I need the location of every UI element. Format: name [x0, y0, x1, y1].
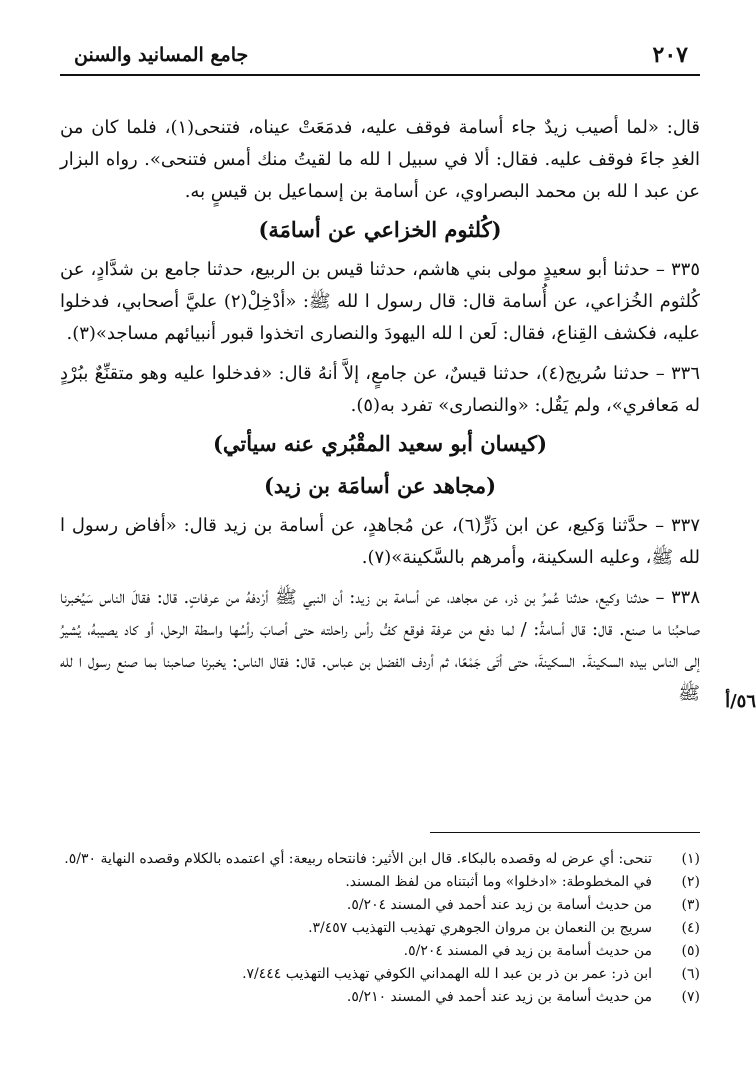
footnote-number: (٧) [681, 989, 700, 1005]
footnote-number: (١) [681, 851, 700, 867]
footnote-text: من حديث أسامة بن زيد في المسند ٥/٢٠٤. [403, 943, 652, 959]
footnote-item [60, 986, 700, 1009]
footnote-text: ابن ذر: عمر بن ذر بن عبد ا لله الهمداني الكوفي تهذيب التهذيب ٧/٤٤٤. [242, 966, 652, 982]
footnote-text: من حديث أسامة بن زيد عند أحمد في المسند ٥/٢١٠. [346, 989, 652, 1005]
hadith-338: ٣٣٨ – حدثنا وكيع، حدثنا عُمرُ بن ذر، عن مجاهد، عن أسامة بن زيد: أن النبي ﷺ أرْدفهُ من عرفاتٍ. قال: فقالَ الناس سَيُخبرنا صاحبُنا ما صنع. قال: قال أسامةُ: / لما دفع من عرفة فوقع كفُّ رأس راحلته حتى أصابَ رأسُها واسطة الرحل، أو كاد يصيبهُ، يُشيرُ إلى الناس بيده السكينةَ. السكينةَ، حتى أتَى جَمْعًا، ثم أردف الفضل بن عباس. قال: فقال الناس: يخبرنا صاحبنا بما صنع رسول ا لله ﷺ [60, 587, 700, 704]
hadith-335: ٣٣٥ – حدثنا أبو سعيدٍ مولى بني هاشم، حدثنا قيس بن الربيع، حدثنا جامع بن شدَّادٍ، عن كُلثوم الخُزاعي، عن أُسامة قال: قال رسول ا لله ﷺ: «أدْخِلْ(٢) عليَّ أصحابي، فدخلوا عليه، فكشف القِناع، فقال: لَعن ا لله اليهودَ والنصارى اتخذوا قبور أنبيائهم مساجد»(٣). [60, 259, 700, 344]
paragraph-intro: قال: «لما أصيب زيدٌ جاء أسامة فوقف عليه، فدمَعَتْ عيناه، فتنحى(١)، فلما كان من الغدِ جاءَ فوقف عليه. فقال: ألا في سبيل ا لله ما لقيتُ منك أمس فتنحى». رواه البزار عن عبد ا لله بن محمد البصراوي، عن أسامة بن إسماعيل بن قيسٍ به. [60, 117, 700, 202]
footnote-number: (٢) [681, 874, 700, 890]
footnote-number: (٦) [681, 966, 700, 982]
footnote-rule [430, 832, 700, 833]
running-title: جامع المسانيد والسنن [74, 44, 249, 66]
book-page [60, 0, 756, 1091]
manuscript-folio-note: ٥٦/أ [725, 691, 756, 712]
main-text [60, 112, 756, 712]
footnote-text: من حديث أسامة بن زيد عند أحمد في المسند ٥/٢٠٤. [346, 897, 652, 913]
header-rule [60, 74, 700, 76]
footnote-number: (٣) [681, 897, 700, 913]
section-heading-kaysan: (كيسان أبو سعيد المقْبُري عنه سيأتي) [212, 431, 548, 456]
footnote-item [60, 848, 700, 871]
page-header [60, 40, 700, 76]
footnote-text: سريج بن النعمان بن مروان الجوهري تهذيب التهذيب ٣/٤٥٧. [308, 920, 652, 936]
footnote-text: في المخطوطة: «ادخلوا» وما أثبتناه من لفظ المسند. [345, 874, 652, 890]
section-heading-mujahid: (مجاهد عن أسامَة بن زيد) [263, 473, 497, 498]
hadith-337: ٣٣٧ – حدَّثنا وَكيع، عن ابن ذَرٍّ(٦)، عن مُجاهدٍ، عن أسامة بن زيد قال: «أفاض رسول ا لله ﷺ، وعليه السكينة، وأمرهم بالسَّكينة»(٧). [60, 515, 700, 568]
footnote-number: (٥) [681, 943, 700, 959]
footnotes [60, 848, 700, 1009]
footnote-item [60, 940, 700, 963]
footnote-item [60, 894, 700, 917]
page-number: ٢٠٧ [652, 42, 688, 68]
section-heading-kulthum: (كُلثوم الخزاعي عن أسامَة) [258, 217, 502, 242]
footnote-text: تنحى: أي عرض له وقصده بالبكاء. قال ابن الأثير: فانتحاه ربيعة: أي اعتمده بالكلام وقصده النهاية ٥/٣٠. [64, 851, 652, 867]
hadith-338-block [60, 582, 756, 712]
footnote-item [60, 963, 700, 986]
footnote-item [60, 871, 700, 894]
footnote-number: (٤) [681, 920, 700, 936]
hadith-336: ٣٣٦ – حدثنا سُريج(٤)، حدثنا قيسٌ، عن جامعٍ، إلاَّ أنهُ قال: «فدخلوا عليه وهو متقنِّعٌ ببُرْدٍ له مَعافري»، ولم يَقُل: «والنصارى» تفرد به(٥). [60, 363, 700, 416]
footnote-item [60, 917, 700, 940]
